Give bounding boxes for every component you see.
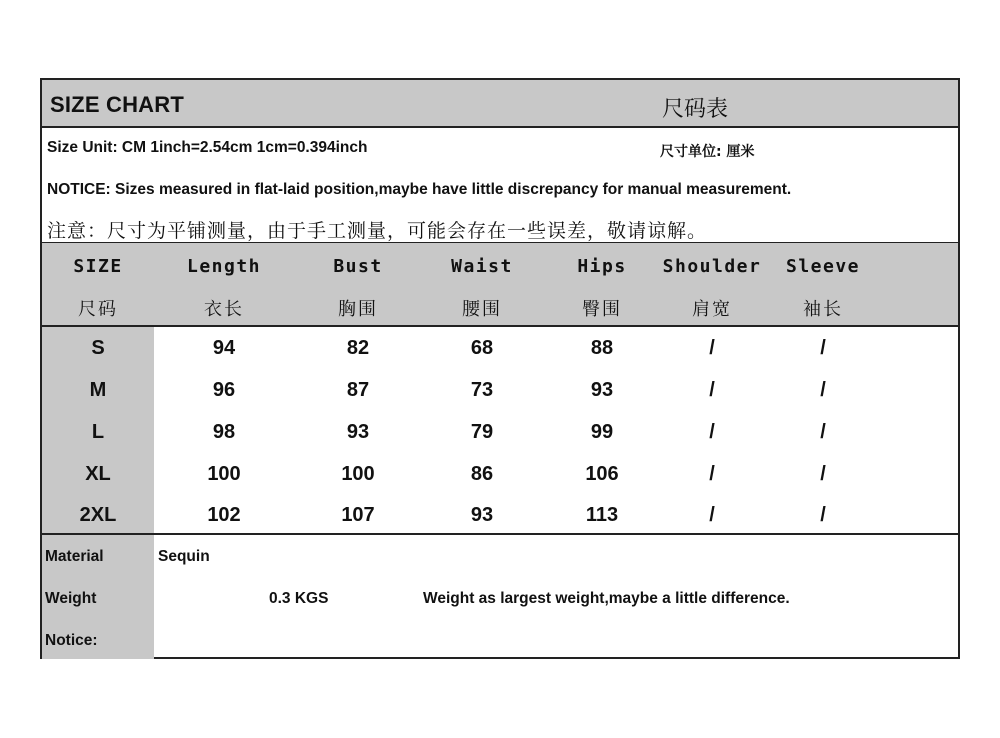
col-header-size: SIZE	[73, 256, 123, 277]
cell-shoulder: /	[709, 337, 715, 359]
cell-length: 98	[212, 421, 236, 443]
size-chart	[40, 78, 960, 659]
cell-sleeve: /	[820, 421, 826, 443]
material-value: Sequin	[158, 548, 210, 565]
divider	[42, 533, 958, 535]
cell-bust: 107	[341, 504, 375, 526]
notice-line: NOTICE: Sizes measured in flat-laid position,maybe have little discrepancy for manual measurement.	[47, 181, 792, 198]
cell-waist: 73	[470, 379, 494, 401]
cell-length: 102	[207, 504, 241, 526]
col-header-waist: Waist	[451, 256, 513, 277]
weight-label: Weight	[45, 590, 97, 607]
col-header-sleeve: Sleeve	[785, 256, 861, 277]
cell-bust: 87	[346, 379, 370, 401]
table-header	[42, 243, 958, 325]
size-unit-cn: 尺寸单位: 厘米	[660, 144, 755, 160]
cell-shoulder: /	[709, 421, 715, 443]
cell-length: 96	[212, 379, 236, 401]
cell-length: 100	[207, 463, 241, 485]
cell-bust: 93	[346, 421, 370, 443]
cell-sleeve: /	[820, 379, 826, 401]
col-header-bust-cn: 胸围	[338, 299, 378, 320]
col-header-length-cn: 衣长	[204, 299, 244, 320]
cell-size: 2XL	[79, 504, 117, 526]
cell-length: 94	[212, 337, 236, 359]
col-header-hips: Hips	[577, 256, 627, 277]
weight-value: 0.3 KGS	[269, 590, 329, 607]
chart-title: SIZE CHART	[50, 92, 184, 117]
cell-hips: 93	[590, 379, 614, 401]
cell-size: XL	[85, 463, 111, 485]
col-header-bust: Bust	[333, 256, 383, 277]
divider	[42, 325, 958, 327]
cell-shoulder: /	[709, 463, 715, 485]
cell-waist: 93	[470, 504, 494, 526]
col-header-sleeve-cn: 袖长	[803, 299, 843, 320]
cell-sleeve: /	[820, 463, 826, 485]
cell-size: M	[89, 379, 107, 401]
cell-waist: 86	[470, 463, 494, 485]
col-header-length: Length	[186, 256, 262, 277]
cell-size: L	[91, 421, 105, 443]
cell-shoulder: /	[709, 504, 715, 526]
chart-title-cn: 尺码表	[662, 97, 729, 122]
col-header-waist-cn: 腰围	[462, 299, 502, 320]
cell-hips: 106	[585, 463, 619, 485]
cell-size: S	[91, 337, 105, 359]
cell-sleeve: /	[820, 337, 826, 359]
cell-bust: 100	[341, 463, 375, 485]
weight-note: Weight as largest weight,maybe a little difference.	[423, 590, 790, 607]
notice-line-cn: 注意：尺寸为平铺测量，由于手工测量，可能会存在一些误差，敬请谅解。	[47, 220, 708, 242]
cell-waist: 68	[470, 337, 494, 359]
cell-waist: 79	[470, 421, 494, 443]
cell-hips: 88	[590, 337, 614, 359]
notice-label: Notice:	[45, 632, 98, 649]
material-label: Material	[45, 548, 104, 565]
cell-hips: 113	[585, 504, 619, 526]
cell-bust: 82	[346, 337, 370, 359]
cell-shoulder: /	[709, 379, 715, 401]
divider	[42, 126, 958, 128]
size-unit-line: Size Unit: CM 1inch=2.54cm 1cm=0.394inch	[47, 139, 368, 156]
col-header-size-cn: 尺码	[78, 299, 118, 320]
title-band	[42, 80, 958, 126]
col-header-shoulder: Shoulder	[662, 256, 762, 277]
cell-sleeve: /	[820, 504, 826, 526]
col-header-shoulder-cn: 肩宽	[692, 299, 732, 320]
col-header-hips-cn: 臀围	[582, 299, 622, 320]
cell-hips: 99	[590, 421, 614, 443]
